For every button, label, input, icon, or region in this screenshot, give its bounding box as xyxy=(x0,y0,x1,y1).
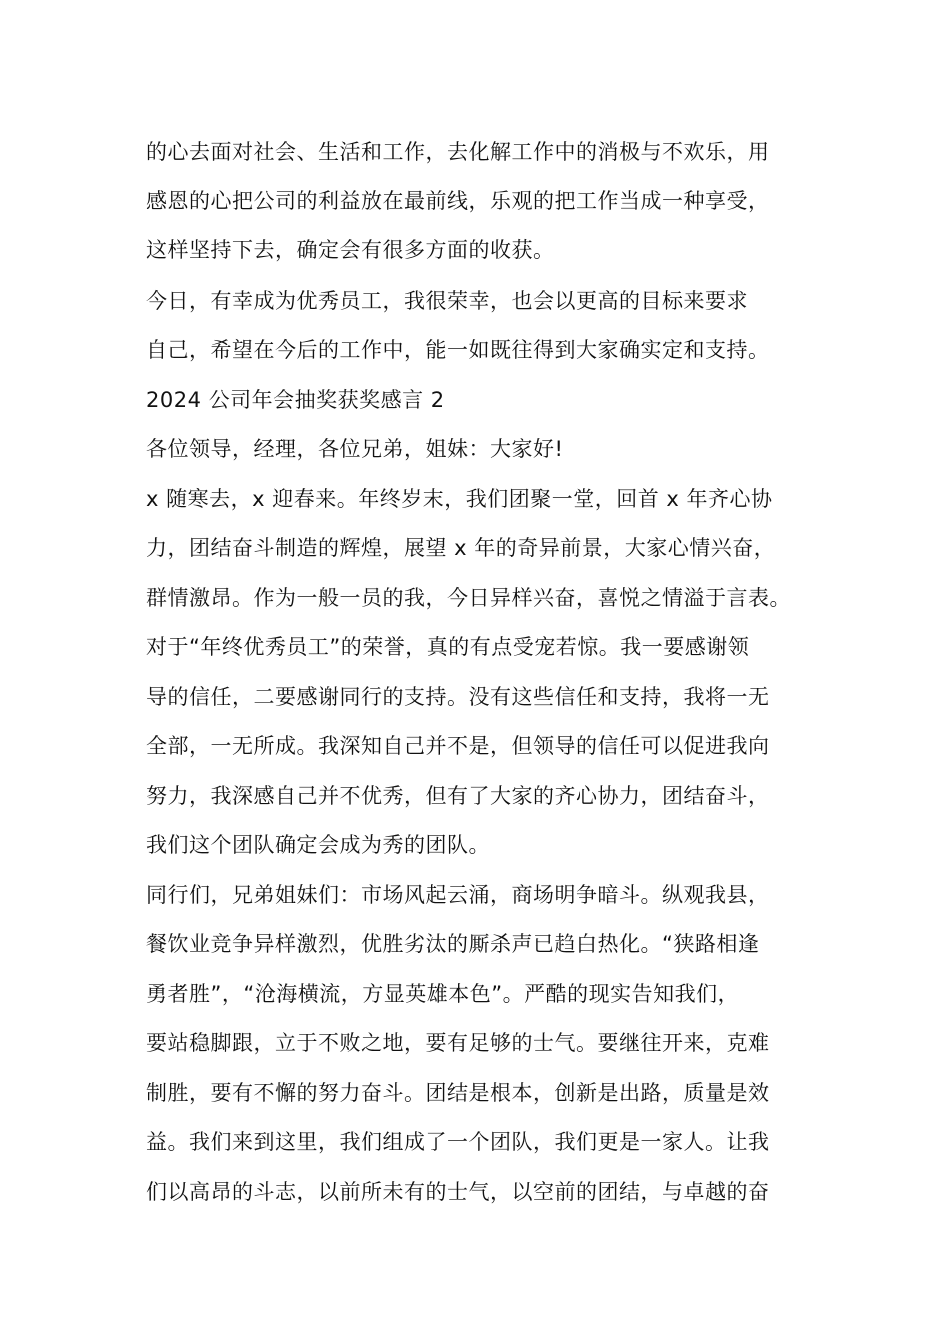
text-line: 制胜，要有不懈的努力奋斗。团结是根本，创新是出路，质量是效 xyxy=(146,1081,770,1105)
text-line: 要站稳脚跟，立于不败之地，要有足够的士气。要继往开来，克难 xyxy=(146,1031,770,1055)
text-line: 群情激昂。作为一般一员的我，今日异样兴奋，喜悦之情溢于言表。 xyxy=(146,586,791,610)
text-line: 努力，我深感自己并不优秀，但有了大家的齐心协力，团结奋斗， xyxy=(146,784,770,808)
text-line: 力，团结奋斗制造的辉煌，展望 x 年的奇异前景，大家心情兴奋， xyxy=(146,536,776,560)
text-line: 们以高昂的斗志，以前所未有的士气，以空前的团结，与卓越的奋 xyxy=(146,1180,770,1204)
text-line: 勇者胜”，“沧海横流，方显英雄本色”。严酷的现实告知我们， xyxy=(146,982,740,1006)
text-line: 全部，一无所成。我深知自己并不是，但领导的信任可以促进我向 xyxy=(146,734,770,758)
text-line: x 随寒去，x 迎春来。年终岁末，我们团聚一堂，回首 x 年齐心协 xyxy=(146,487,773,511)
text-line: 餐饮业竞争异样激烈，优胜劣汰的厮杀声已趋白热化。“狭路相逢 xyxy=(146,932,760,956)
text-line: 自己，希望在今后的工作中，能一如既往得到大家确实定和支持。 xyxy=(146,338,770,362)
text-line: 的心去面对社会、生活和工作，去化解工作中的消极与不欢乐，用 xyxy=(146,140,770,164)
text-line: 我们这个团队确定会成为秀的团队。 xyxy=(146,833,490,857)
text-line: 感恩的心把公司的利益放在最前线，乐观的把工作当成一种享受， xyxy=(146,189,770,213)
text-line: 益。我们来到这里，我们组成了一个团队，我们更是一家人。让我 xyxy=(146,1130,770,1154)
text-line: 导的信任，二要感谢同行的支持。没有这些信任和支持，我将一无 xyxy=(146,685,770,709)
text-line: 各位领导，经理，各位兄弟，姐妹：大家好! xyxy=(146,437,564,461)
text-line: 这样坚持下去，确定会有很多方面的收获。 xyxy=(146,238,555,262)
section-heading: 2024 公司年会抽奖获奖感言 2 xyxy=(146,388,445,412)
text-line: 今日，有幸成为优秀员工，我很荣幸，也会以更高的目标来要求 xyxy=(146,289,748,313)
text-line: 对于“年终优秀员工”的荣誉，真的有点受宠若惊。我一要感谢领 xyxy=(146,635,750,659)
text-line: 同行们，兄弟姐妹们：市场风起云涌，商场明争暗斗。纵观我县， xyxy=(146,883,770,907)
